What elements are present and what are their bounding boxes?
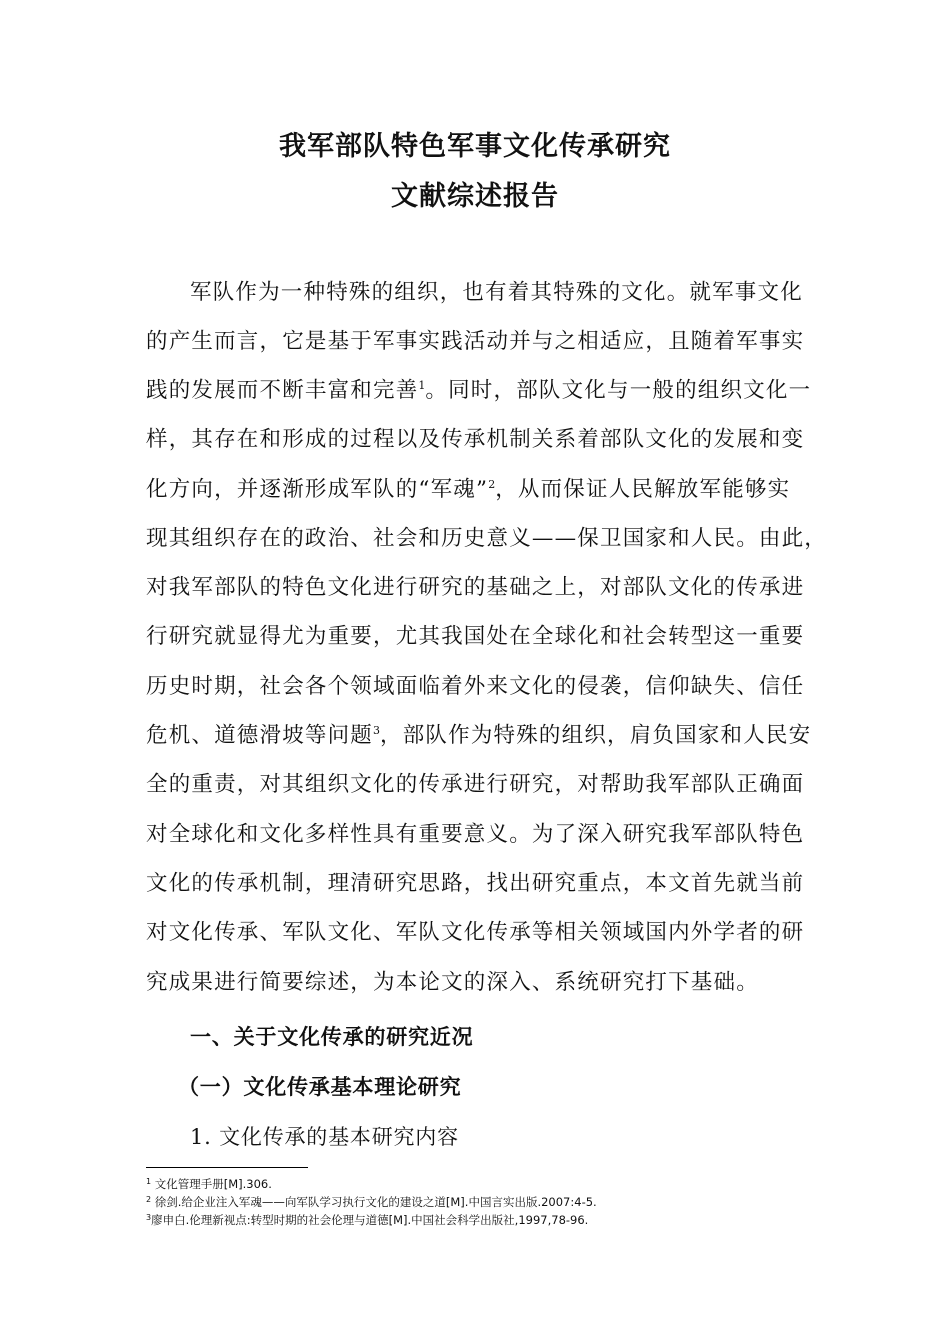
footnote-ref[interactable]: 2 [488,478,496,491]
paragraph-line: 历史时期，社会各个领域面临着外来文化的侵袭，信仰缺失、信任 [146,674,805,699]
paragraph-line: 究成果进行简要综述，为本论文的深入、系统研究打下基础。 [146,970,759,995]
paragraph-line: 对文化传承、军队文化、军队文化传承等相关领域国内外学者的研 [146,920,805,945]
footnote-separator [146,1167,308,1168]
paragraph-line: 化方向，并逐渐形成军队的“军魂”$^2$，从而保证人民解放军能够实 [146,477,791,502]
paragraph-line: 军队作为一种特殊的组织，也有着其特殊的文化。就军事文化 [190,280,803,305]
footnote: $^1$ 文化管理手册[M].306. [146,1177,272,1191]
paragraph-line: 对全球化和文化多样性具有重要意义。为了深入研究我军部队特色 [146,822,805,847]
paragraph-line: 危机、道德滑坡等问题$^3$，部队作为特殊的组织，肩负国家和人民安 [146,723,812,748]
document-title: 我军部队特色军事文化传承研究 [279,131,671,162]
paragraph-line: 行研究就显得尤为重要，尤其我国处在全球化和社会转型这一重要 [146,624,805,649]
section-heading: 一、关于文化传承的研究近况 [190,1025,474,1049]
document-subtitle: 文献综述报告 [391,181,559,212]
footnote-ref[interactable]: 3 [373,724,381,737]
paragraph-line: 现其组织存在的政治、社会和历史意义——保卫国家和人民。由此， [146,526,828,551]
paragraph-line: 全的重责，对其组织文化的传承进行研究，对帮助我军部队正确面 [146,772,805,797]
footnote: $^2$ 徐剑.给企业注入军魂——向军队学习执行文化的建设之道[M].中国言实出版.2007:4-5. [146,1195,597,1209]
footnote: $^3$廖申白.伦理新视点:转型时期的社会伦理与道德[M].中国社会科学出版社,1997,78-96. [146,1213,589,1227]
paragraph-line: 的产生而言，它是基于军事实践活动并与之相适应，且随着军事实 [146,329,805,354]
paragraph-line: 文化的传承机制，理清研究思路，找出研究重点，本文首先就当前 [146,871,805,896]
paragraph-line: 对我军部队的特色文化进行研究的基础之上，对部队文化的传承进 [146,575,805,600]
footnote-ref[interactable]: 1 [418,379,426,392]
paragraph-line: 践的发展而不断丰富和完善$^1$。同时，部队文化与一般的组织文化一 [146,378,812,403]
subsection-item: 1. 文化传承的基本研究内容 [190,1125,459,1149]
paragraph-line: 样，其存在和形成的过程以及传承机制关系着部队文化的发展和变 [146,427,805,452]
subsection-heading: （一）文化传承基本理论研究 [178,1075,462,1099]
